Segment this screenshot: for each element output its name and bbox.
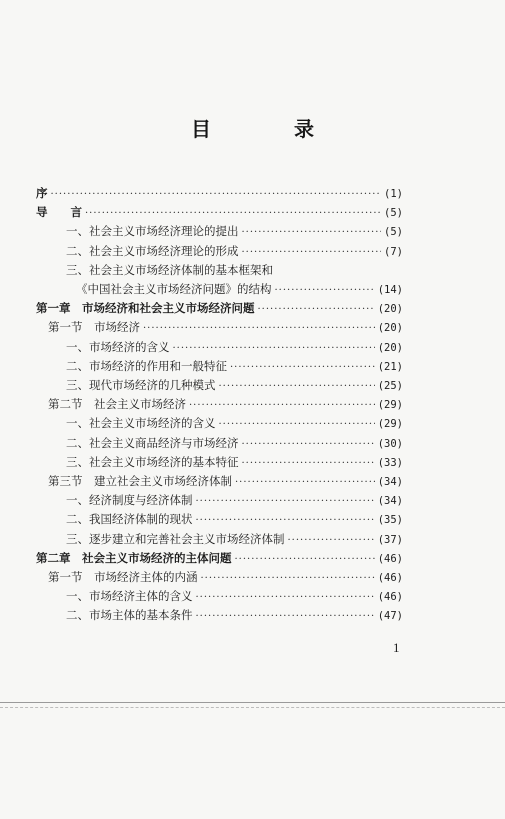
toc-entry-label: 导 言 xyxy=(36,205,82,220)
toc-entry-page: (1) xyxy=(384,188,403,200)
toc-entry-page: (20) xyxy=(377,303,403,316)
toc-entry xyxy=(66,586,403,606)
toc-entry-page: (14) xyxy=(377,284,403,296)
toc-entry-page: (46) xyxy=(377,591,403,604)
bottom-rule-dashed xyxy=(0,707,505,708)
toc-entry-label: 序 xyxy=(36,186,48,200)
toc-entry xyxy=(66,221,403,241)
toc-entry xyxy=(66,433,403,453)
toc-entry-label: 三、逐步建立和完善社会主义市场经济体制 xyxy=(66,531,285,546)
page-title: 目 录 xyxy=(191,117,352,141)
page-number: 1 xyxy=(393,640,400,655)
toc-entry xyxy=(66,509,403,529)
toc-dot-leader xyxy=(196,607,375,627)
toc-entry-page: (29) xyxy=(377,418,403,431)
toc-entry xyxy=(48,394,403,414)
toc-entry-label: 第一节 市场经济主体的内涵 xyxy=(48,570,198,584)
toc-entry-label: 第二节 社会主义市场经济 xyxy=(48,397,186,412)
toc-entry xyxy=(36,202,403,222)
toc-entry xyxy=(66,413,403,433)
toc-entry-page: (47) xyxy=(377,610,403,623)
toc-entry-page: (5) xyxy=(384,226,403,239)
toc-entry-label: 一、社会主义市场经济的含义 xyxy=(66,416,216,431)
toc-entry-label: 二、我国经济体制的现状 xyxy=(66,512,193,527)
toc-entry-label: 一、市场经济主体的含义 xyxy=(66,589,193,604)
toc-entry xyxy=(66,529,403,549)
toc-entry-label: 三、社会主义市场经济的基本特征 xyxy=(66,454,239,469)
toc-entry xyxy=(76,279,403,299)
toc-entry-label: 二、市场主体的基本条件 xyxy=(66,608,193,623)
toc-entry-label: 二、社会主义市场经济理论的形成 xyxy=(66,243,239,258)
toc-entry-page: (34) xyxy=(377,495,403,508)
table-of-contents xyxy=(0,183,505,643)
toc-entry-label: 三、社会主义市场经济体制的基本框架和 xyxy=(66,262,273,277)
toc-entry-page: (33) xyxy=(377,456,403,469)
toc-entry xyxy=(66,375,403,395)
toc-entry-label: 三、现代市场经济的几种模式 xyxy=(66,378,216,392)
toc-entry-page: (37) xyxy=(377,533,403,546)
toc-entry xyxy=(66,241,403,261)
toc-entry xyxy=(36,548,403,568)
bottom-rule xyxy=(0,702,505,703)
toc-entry-page: (7) xyxy=(384,245,403,258)
toc-entry-label: 《中国社会主义市场经济问题》的结构 xyxy=(76,282,272,296)
toc-entry-page: (25) xyxy=(377,380,403,392)
toc-entry-label: 一、经济制度与经济体制 xyxy=(66,493,193,508)
toc-entry-page: (20) xyxy=(377,322,403,335)
toc-entry-label: 一、市场经济的含义 xyxy=(66,339,170,354)
toc-entry xyxy=(66,605,403,625)
toc-entry-label: 第一节 市场经济 xyxy=(48,320,140,335)
toc-entry-page: (46) xyxy=(377,552,403,565)
toc-entry-page: (34) xyxy=(377,476,403,488)
toc-entry-page: (46) xyxy=(377,572,403,584)
toc-entry xyxy=(66,260,403,280)
toc-entry xyxy=(36,183,403,203)
toc-entry xyxy=(66,337,403,357)
toc-entry xyxy=(66,356,403,376)
toc-entry xyxy=(66,452,403,472)
toc-entry-label: 一、社会主义市场经济理论的提出 xyxy=(66,224,239,239)
toc-entry-page: (29) xyxy=(377,399,403,412)
toc-entry-page: (30) xyxy=(377,437,403,450)
toc-entry-page: (21) xyxy=(377,360,403,373)
toc-entry xyxy=(48,471,403,491)
toc-entry-label: 二、市场经济的作用和一般特征 xyxy=(66,358,227,373)
toc-entry xyxy=(66,490,403,510)
toc-entry xyxy=(48,317,403,337)
toc-entry xyxy=(36,298,403,318)
toc-entry-label: 第一章 市场经济和社会主义市场经济问题 xyxy=(36,301,255,316)
toc-entry-page: (20) xyxy=(377,341,403,354)
toc-entry xyxy=(48,567,403,587)
toc-entry-label: 第三节 建立社会主义市场经济体制 xyxy=(48,474,232,488)
toc-entry-page: (5) xyxy=(384,207,403,220)
toc-entry-page: (35) xyxy=(377,514,403,527)
toc-entry-label: 第二章 社会主义市场经济的主体问题 xyxy=(36,550,232,565)
toc-entry-label: 二、社会主义商品经济与市场经济 xyxy=(66,435,239,450)
